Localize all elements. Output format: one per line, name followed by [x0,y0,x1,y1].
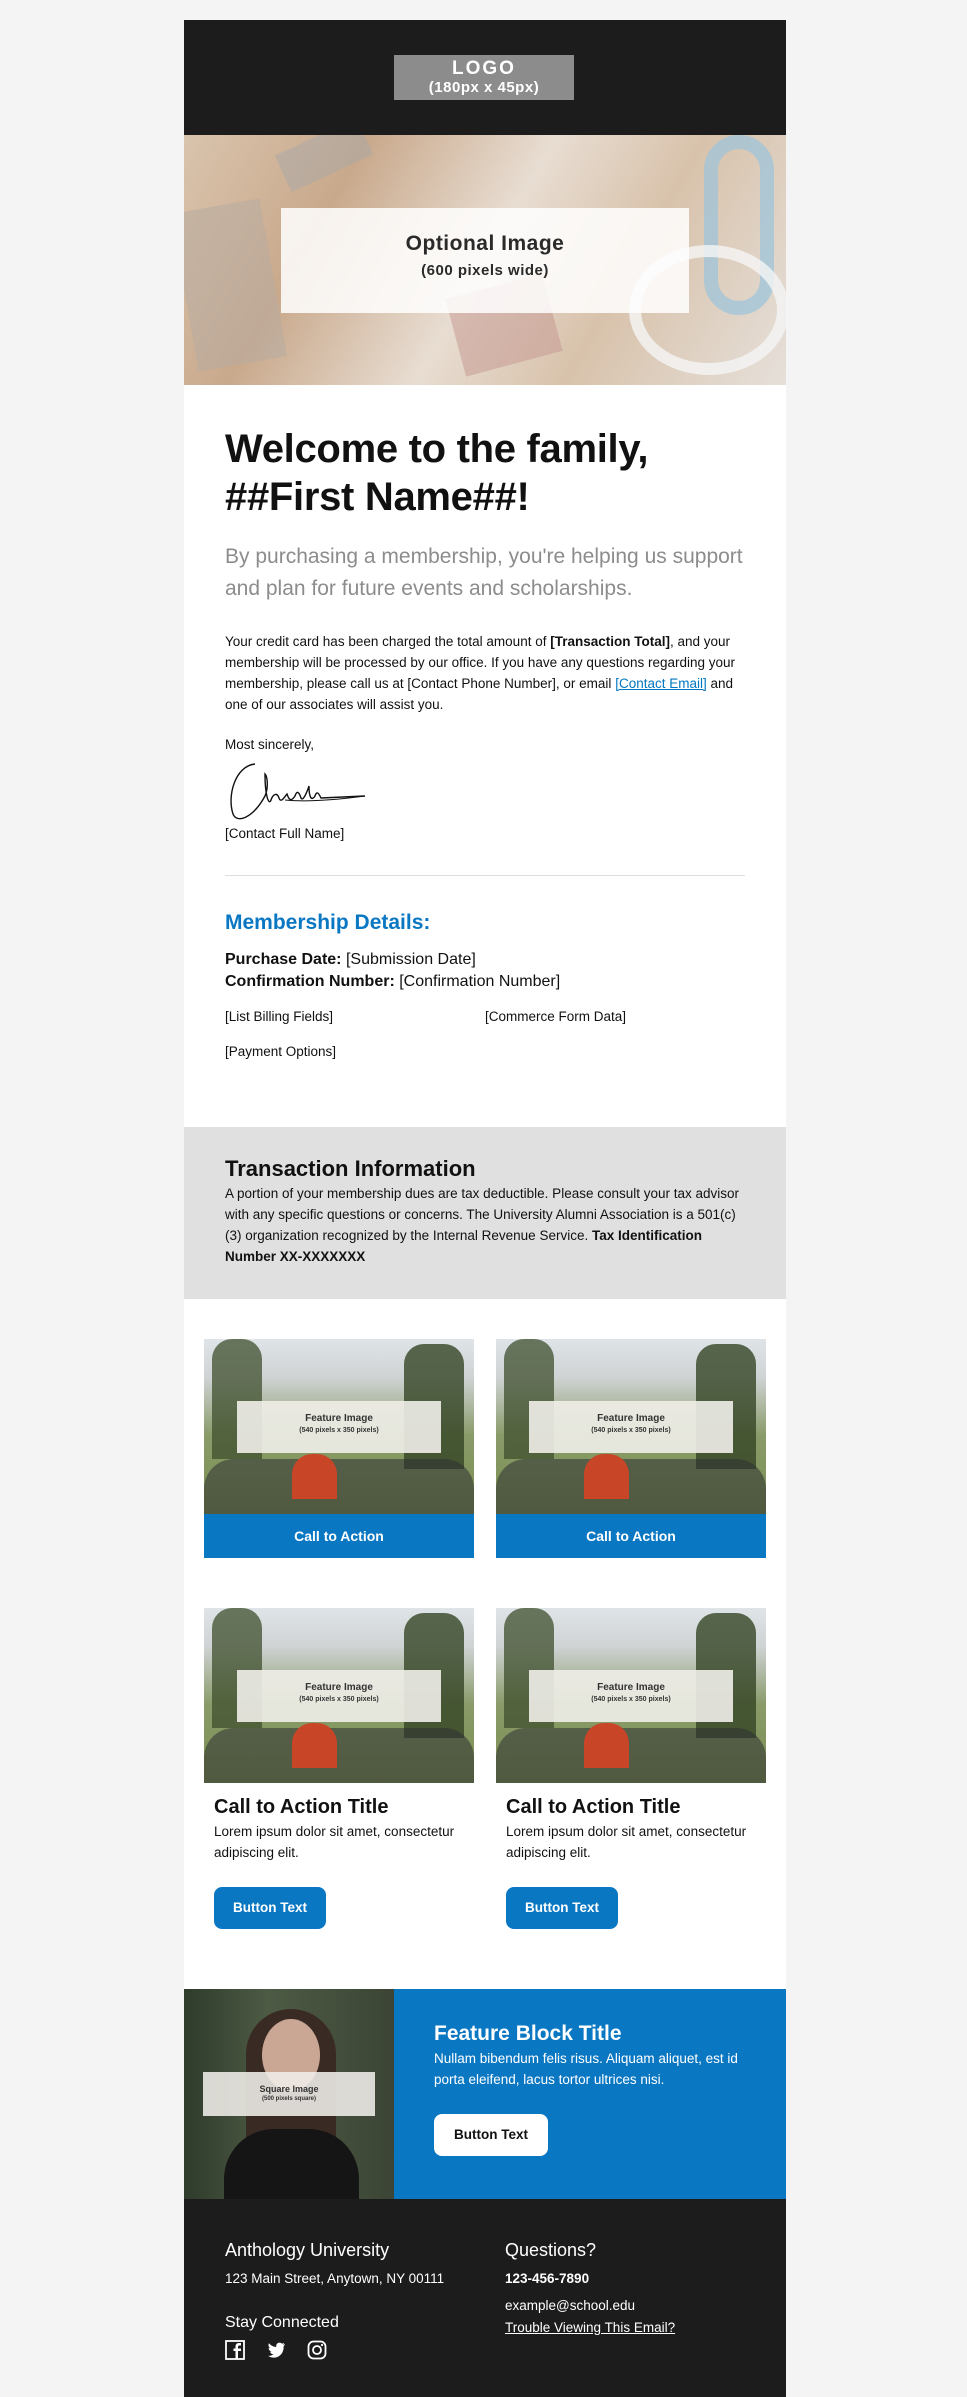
cta-card [204,1339,474,1558]
billing-commerce-row [225,1009,745,1024]
feature-image[interactable] [496,1608,766,1783]
feature-image-size: (540 pixels x 350 pixels) [299,1696,379,1703]
main-content [184,385,786,1127]
cta-row [204,1339,766,1558]
confirmation-line [225,971,745,993]
call-to-action-button[interactable]: Call to Action [496,1514,766,1558]
transaction-total: [Transaction Total] [550,634,670,649]
feature-block-content [394,1989,786,2199]
email-container [184,20,786,2397]
body-paragraph [225,631,745,715]
purchase-date-value: [Submission Date] [341,951,476,968]
logo-text: LOGO [452,58,516,79]
feature-image-label: Feature Image [305,1682,373,1693]
cta-title: Call to Action Title [214,1796,389,1818]
stay-connected-label: Stay Connected [225,2314,339,2331]
footer-left [225,2239,505,2357]
button-text-button[interactable]: Button Text [506,1887,618,1929]
transaction-title: Transaction Information [225,1156,476,1181]
footer-phone[interactable]: 123-456-7890 [505,2271,590,2286]
purchase-date-label: Purchase Date: [225,951,342,968]
purchase-date-line [225,949,745,971]
footer-address: 123 Main Street, Anytown, NY 00111 [225,2271,445,2286]
feature-image[interactable] [204,1339,474,1514]
hero-subtitle: (600 pixels wide) [421,262,549,279]
welcome-heading: Welcome to the family, ##First Name##! [225,427,649,519]
facebook-icon[interactable] [225,2340,245,2360]
square-image[interactable] [184,1989,394,2199]
body-text: , and your membership will be processed by our office. If you have any questions regarding your membership, please call us at [Contact Phone Number], or email [225,634,736,691]
feature-image-label: Feature Image [305,1413,373,1424]
signature-image [225,756,375,826]
trouble-viewing-link[interactable]: Trouble Viewing This Email? [505,2320,676,2335]
transaction-info [184,1127,786,1299]
footer-org-name: Anthology University [225,2240,390,2260]
feature-block-button[interactable]: Button Text [434,2114,548,2156]
welcome-subheading: By purchasing a membership, you're helping us support and plan for future events and scholarships. [225,545,743,600]
payment-options: [Payment Options] [225,1044,337,1059]
footer-right [505,2239,745,2357]
divider [225,875,745,876]
twitter-icon[interactable] [266,2340,286,2360]
questions-heading: Questions? [505,2240,597,2260]
logo-size: (180px x 45px) [428,79,540,96]
square-image-size: (500 pixels square) [261,2096,317,2102]
feature-image-size: (540 pixels x 350 pixels) [299,1427,379,1434]
hero-image [184,135,786,385]
feature-grid [184,1299,786,1929]
tax-id: Tax Identification Number XX-XXXXXXX [225,1228,702,1264]
feature-block-title: Feature Block Title [434,2022,622,2045]
feature-block [184,1989,786,2199]
feature-block-text: Nullam bibendum felis risus. Aliquam aliquet, est id porta eleifend, lacus tortor ultrices nisi. [434,2051,738,2087]
commerce-data: [Commerce Form Data] [485,1009,627,1024]
call-to-action-button[interactable]: Call to Action [204,1514,474,1558]
contact-email-link[interactable]: [Contact Email] [615,676,707,691]
confirmation-label: Confirmation Number: [225,973,395,990]
cta-title-row [204,1608,766,1929]
email-footer [184,2199,786,2397]
footer-email[interactable]: example@school.edu [505,2298,636,2313]
transaction-text [225,1183,745,1267]
email-header [184,20,786,135]
cta-title-card [204,1608,474,1929]
cta-card [496,1339,766,1558]
hero-label [281,208,689,313]
feature-image[interactable] [496,1339,766,1514]
cta-title: Call to Action Title [506,1796,681,1818]
feature-image-size: (540 pixels x 350 pixels) [591,1427,671,1434]
instagram-icon[interactable] [307,2340,327,2360]
body-text: Your credit card has been charged the total amount of [225,634,551,649]
social-links [225,2340,505,2360]
transaction-body: A portion of your membership dues are tax deductible. Please consult your tax advisor with any specific questions or concerns. The University Alumni Association is a 501(c)(3) organization recognized by the Internal Revenue Service. [225,1186,740,1243]
hero-title: Optional Image [405,232,565,255]
feature-image-label: Feature Image [597,1413,665,1424]
cta-title-card [496,1608,766,1929]
feature-image-size: (540 pixels x 350 pixels) [591,1696,671,1703]
square-image-label: Square Image [259,2084,319,2094]
feature-image[interactable] [204,1608,474,1783]
body-text: and one of our associates will assist you. [225,676,734,712]
closing-text: Most sincerely, [225,737,315,752]
logo-placeholder[interactable] [394,55,574,100]
feature-image-label: Feature Image [597,1682,665,1693]
cta-text: Lorem ipsum dolor sit amet, consectetur adipiscing elit. [506,1824,747,1860]
contact-full-name: [Contact Full Name] [225,826,345,841]
billing-fields: [List Billing Fields] [225,1009,334,1024]
cta-text: Lorem ipsum dolor sit amet, consectetur adipiscing elit. [214,1824,455,1860]
button-text-button[interactable]: Button Text [214,1887,326,1929]
confirmation-value: [Confirmation Number] [394,973,561,990]
membership-details-title: Membership Details: [225,911,431,934]
